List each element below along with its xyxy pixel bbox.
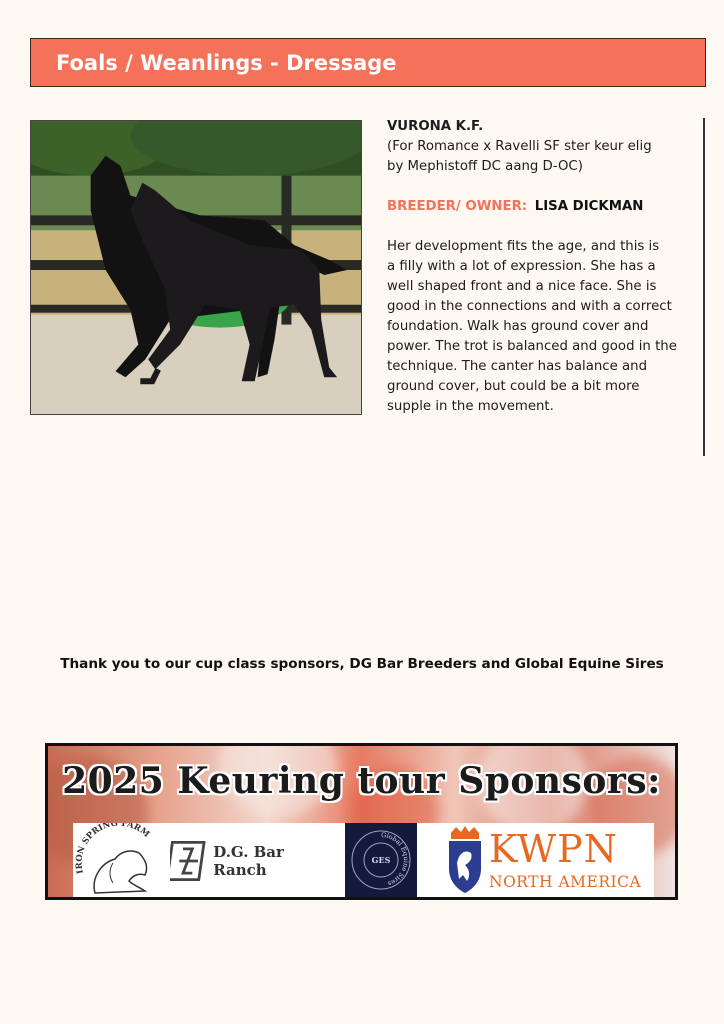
description-line: power. The trot is balanced and good in the	[387, 339, 677, 354]
dg-bar-brand-icon	[170, 839, 207, 883]
description-line: foundation. Walk has ground cover and	[387, 319, 649, 334]
dg-bar-label: D.G. Bar Ranch	[213, 842, 284, 879]
sponsor-thanks: Thank you to our cup class sponsors, DG Bar Breeders and Global Equine Sires	[60, 656, 664, 672]
horse-name: VURONA K.F.	[387, 119, 484, 134]
entry-info	[387, 117, 697, 417]
dg-bar-logo	[170, 823, 340, 898]
kwpn-label: KWPN	[489, 827, 618, 871]
iron-spring-horse-logo	[73, 823, 165, 898]
description-line: ground cover, but could be a bit more	[387, 379, 640, 394]
sponsor-logos	[73, 823, 654, 898]
breeder-value: LISA DICKMAN	[534, 199, 644, 214]
ges-seal-logo	[345, 823, 417, 898]
ges-ring-label: Global Equine Sires	[380, 830, 411, 888]
description-line: a filly with a lot of expression. She has a	[387, 259, 656, 274]
vertical-divider	[703, 118, 705, 456]
kwpn-crest-icon	[445, 823, 485, 898]
description-line: technique. The canter has balance and	[387, 359, 648, 374]
pedigree-line-1: (For Romance x Ravelli SF ster keur elig	[387, 139, 652, 154]
description	[387, 237, 697, 417]
breeder-label: BREEDER/ OWNER:	[387, 199, 528, 214]
description-line: well shaped front and a nice face. She is	[387, 279, 657, 294]
sponsors-banner	[45, 743, 678, 900]
horse-photo	[30, 120, 362, 415]
svg-text:IRON SPRING FARM	[74, 823, 151, 875]
pedigree-line-2: by Mephistoff DC aang D-OC)	[387, 159, 583, 174]
description-line: supple in the movement.	[387, 399, 554, 414]
section-title: Foals / Weanlings - Dressage	[56, 50, 397, 75]
ges-center-label: GES	[371, 855, 391, 865]
description-line: Her development fits the age, and this is	[387, 239, 660, 254]
section-header	[30, 38, 706, 87]
kwpn-logo	[443, 823, 654, 898]
breeder-line	[387, 197, 697, 217]
iron-spring-label: IRON SPRING FARM	[74, 823, 152, 875]
description-line: good in the connections and with a correct	[387, 299, 672, 314]
kwpn-sub-label: NORTH AMERICA	[489, 873, 642, 891]
sponsors-title: 2025 Keuring tour Sponsors:	[62, 760, 661, 802]
